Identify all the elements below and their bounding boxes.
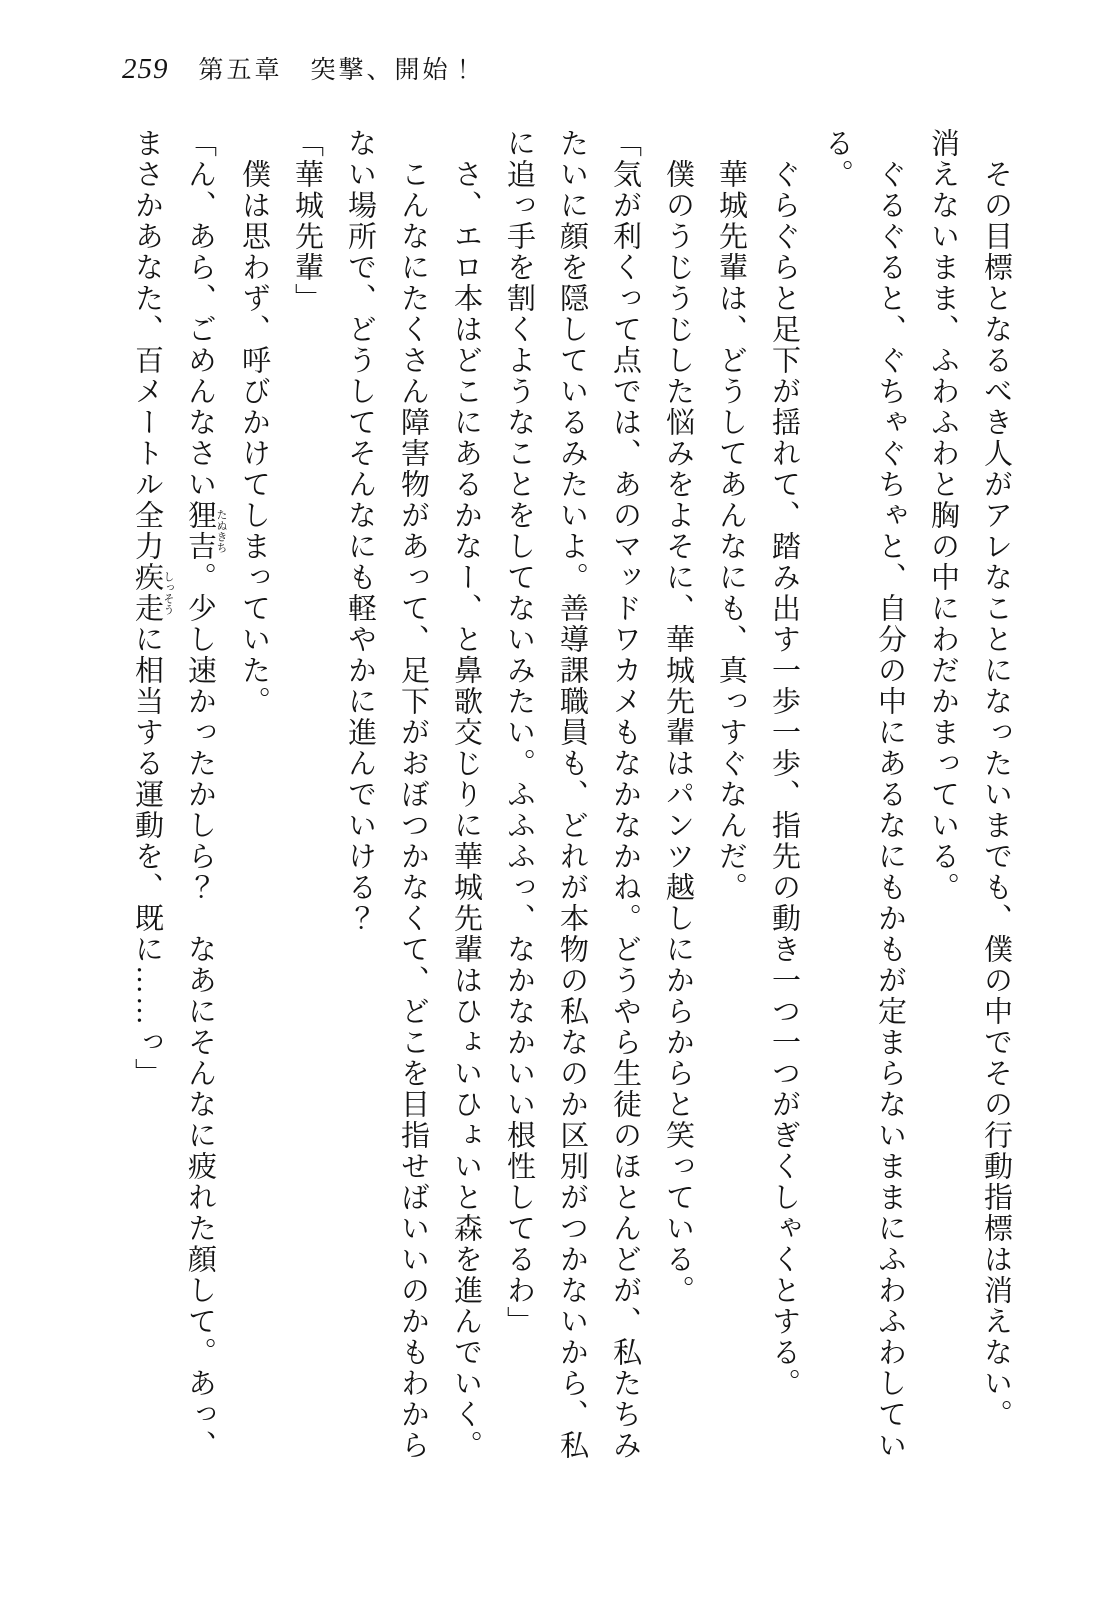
running-head (122, 50, 479, 86)
ruby-tanukichi (184, 500, 227, 562)
paragraph: 僕のうじうじした悩みをよそに、華城先輩はパンツ越しにからからと笑っている。 (662, 159, 694, 1306)
ruby-base: 疾走 (131, 562, 163, 624)
paragraph: こんなにたくさん障害物があって、足下がおぼつかなくて、どこを目指せばいいのかもわからない場所で、どうしてそんなにも軽やかに進んでいける？ (344, 128, 429, 1461)
body-text (110, 128, 1022, 1478)
paragraph-dialogue (120, 128, 227, 1478)
paragraph-dialogue: 「華城先輩」 (291, 128, 323, 314)
dialogue-segment: 「ん、あら、ごめんなさい (184, 128, 216, 500)
paragraph: 華城先輩は、どうしてあんなにも、真っすぐなんだ。 (715, 159, 747, 903)
paragraph: ぐるぐると、ぐちゃぐちゃと、自分の中にあるなにもかもが定まらないままにふわふわしている。 (821, 128, 906, 1461)
ruby-base: 狸吉 (184, 500, 216, 562)
ruby-text: しっそう (162, 562, 174, 624)
paragraph: 僕は思わず、呼びかけてしまっていた。 (238, 159, 270, 717)
paragraph: ぐらぐらと足下が揺れて、踏み出す一歩一歩、指先の動き一つ一つがぎくしゃくとする。 (768, 159, 800, 1399)
paragraph: さ、エロ本はどこにあるかなー、と鼻歌交じりに華城先輩はひょいひょいと森を進んでいく。 (450, 159, 482, 1461)
dialogue-segment: に相当する運動を、既に……っ」 (131, 624, 163, 1089)
chapter-title: 第五章 突撃、開始！ (198, 57, 479, 84)
paragraph-dialogue: 「気が利くって点では、あのマッドワカメもなかなかね。どうやら生徒のほとんどが、私たちみたいに顔を隠しているみたいよ。善導課職員も、どれが本物の私なのか区別がつかないから、私に追っ手を割くようなことをしてないみたい。ふふふっ、なかなかいい根性してるわ」 (503, 128, 641, 1461)
dialogue-segment: 。少し速かったかしら？ なあにそんなに疲れた顔して。あっ、まさかあなた、百メートル全力 (131, 128, 216, 1461)
paragraph: 消えないまま、ふわふわと胸の中にわだかまっている。 (927, 128, 959, 903)
ruby-shissou (131, 562, 174, 624)
ruby-text: たぬきち (215, 500, 227, 562)
paragraph: その目標となるべき人がアレなことになったいまでも、僕の中でその行動指標は消えない。 (980, 159, 1012, 1430)
page-number: 259 (122, 53, 169, 85)
